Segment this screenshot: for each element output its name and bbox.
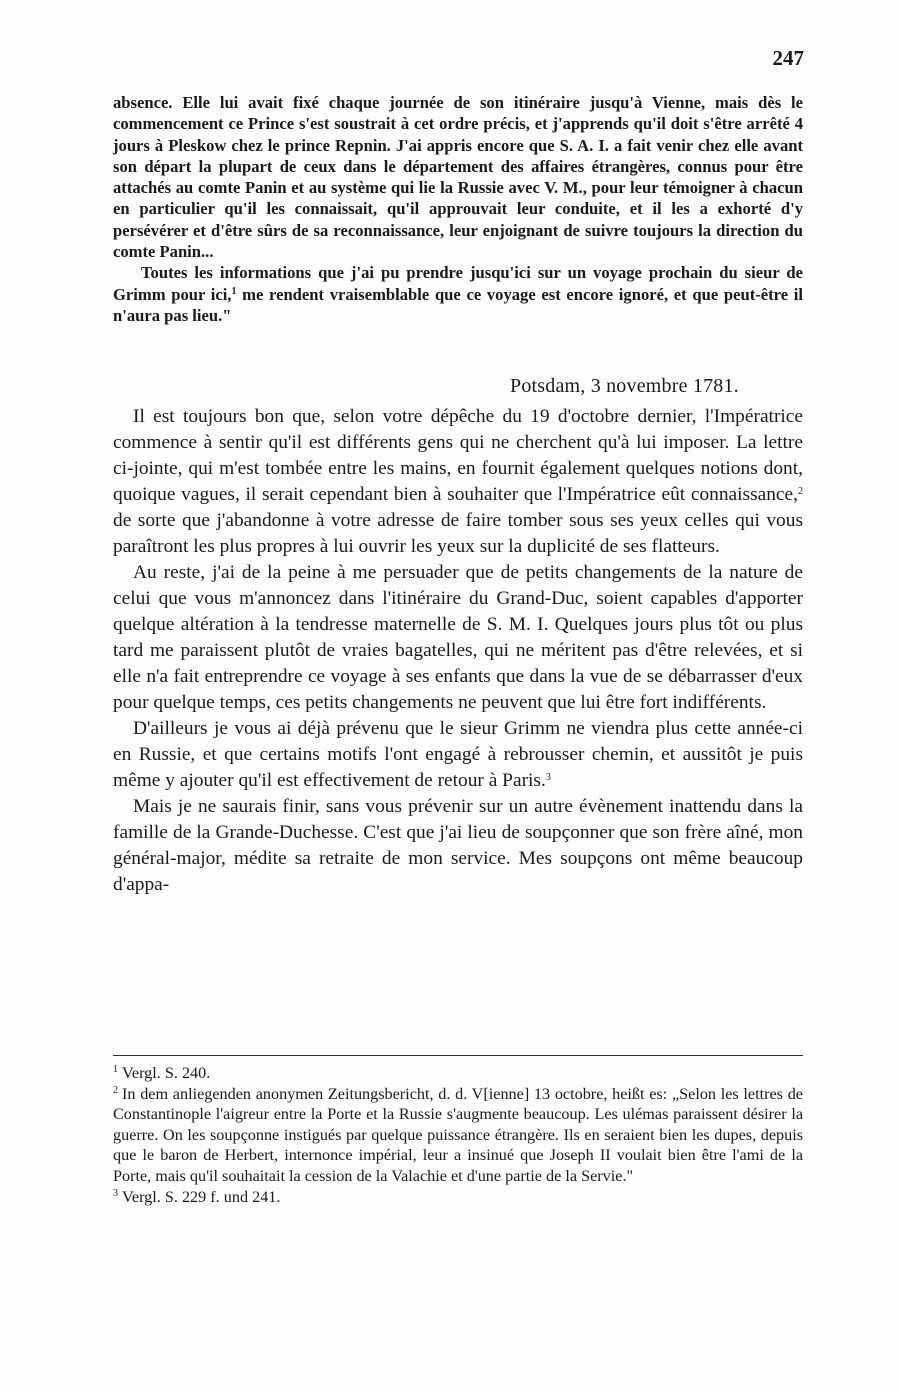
dateline: Potsdam, 3 novembre 1781. <box>510 375 739 397</box>
footnote-text: In dem anliegenden anonymen Zeitungsbericht, d. d. V[ienne] 13 octobre, heißt es: „Selon les lettres de Constantinople l'aigreur entre la Porte et la Russie s'augmente beaucoup. Les ulémas paraissent désirer la guerre. On les soupçonne instigués par quelque puissance étrangère. Ils en seraient bien les dupes, depuis que le baron de Herbert, internonce impérial, leur a insinué que Joseph II voulait bien être l'ami de la Porte, mais qu'il souhaitait la cession de la Valachie et d'une partie de la Servie." <box>113 1084 803 1185</box>
page-number: 247 <box>772 46 804 70</box>
footnote-ref: 1 <box>231 285 237 297</box>
body-paragraph <box>113 404 803 560</box>
footnote-text: Vergl. S. 229 f. und 241. <box>122 1187 281 1206</box>
footnote-mark: 3 <box>113 1187 118 1199</box>
footnote-divider <box>113 1055 803 1056</box>
quote-paragraph: absence. Elle lui avait fixé chaque journée de son itinéraire jusqu'à Vienne, mais dès le commencement ce Prince s'est soustrait à cet ordre précis, et j'apprends qu'il doit s'être arrêté 4 jours à Pleskow chez le prince Repnin. J'ai appris encore que S. A. I. a fait venir chez elle avant son départ la plupart de ceux dans le département des affaires étrangères, connus pour être attachés au comte Panin et au système qui lie la Russie avec V. M., pour leur témoigner à chacun en particulier qu'il les connaissait, qu'il approuvait leur conduite, et il les a exhorté d'y persévérer et d'être sûrs de sa reconnaissance, leur enjoignant de suivre toujours la direction du comte Panin... <box>113 93 803 262</box>
quote-text: Toutes les informations que j'ai pu prendre jusqu'ici sur un voyage prochain du sieur de Grimm pour ici, <box>113 263 803 304</box>
body-paragraph: Mais je ne saurais finir, sans vous prévenir sur un autre évènement inattendu dans la famille de la Grande-Duchesse. C'est que j'ai lieu de soupçonner que son frère aîné, mon général-major, médite sa retraite de mon service. Mes soupçons ont même beaucoup d'appa- <box>113 796 803 895</box>
body-text: D'ailleurs je vous ai déjà prévenu que le sieur Grimm ne viendra plus cette année-ci en Russie, et que certains motifs l'ont engagé à rebrousser chemin, et aussitôt je puis même y ajouter qu'il est effectivement de retour à Paris. <box>113 718 803 791</box>
quote-paragraph <box>113 262 803 326</box>
letter-body <box>113 404 803 898</box>
footnote <box>113 1063 803 1084</box>
footnote <box>113 1084 803 1187</box>
footnote <box>113 1187 803 1208</box>
footnote-ref: 2 <box>798 486 803 497</box>
body-text: de sorte que j'abandonne à votre adresse de faire tomber sous ses yeux celles qui vous paraîtront les plus propres à lui ouvrir les yeux sur la duplicité de ses flatteurs. <box>113 510 803 557</box>
quoted-report <box>113 92 803 326</box>
footnote-mark: 1 <box>113 1064 118 1075</box>
footnote-ref: 3 <box>545 772 551 783</box>
body-text: Il est toujours bon que, selon votre dépêche du 19 d'octobre dernier, l'Impératrice commence à sentir qu'il est différents gens qui ne cherchent qu'à lui imposer. La lettre ci-jointe, qui m'est tombée entre les mains, en fournit également quelques notions dont, quoique vagues, il serait cependant bien à souhaiter que l'Impératrice eût connaissance, <box>113 406 803 505</box>
quote-text: me rendent vraisemblable que ce voyage est encore ignoré, et que peut-être il n'aura pas lieu." <box>113 284 803 325</box>
footnotes <box>113 1063 803 1207</box>
footnote-mark: 2 <box>113 1084 118 1096</box>
footnote-text: Vergl. S. 240. <box>122 1064 211 1082</box>
body-paragraph <box>113 716 803 794</box>
body-paragraph: Au reste, j'ai de la peine à me persuader que de petits changements de la nature de celui que vous m'annoncez dans l'itinéraire du Grand-Duc, soient capables d'apporter quelque altération à la tendresse maternelle de S. M. I. Quelques jours plus tôt ou plus tard me paraissent plutôt de vraies bagatelles, qui ne méritent pas d'être relevées, et si elle n'a fait entreprendre ce voyage à ses enfants que dans la vue de se débarrasser d'eux pour quelque temps, ces petits changements ne peuvent que lui être fort indifférents. <box>113 562 803 713</box>
